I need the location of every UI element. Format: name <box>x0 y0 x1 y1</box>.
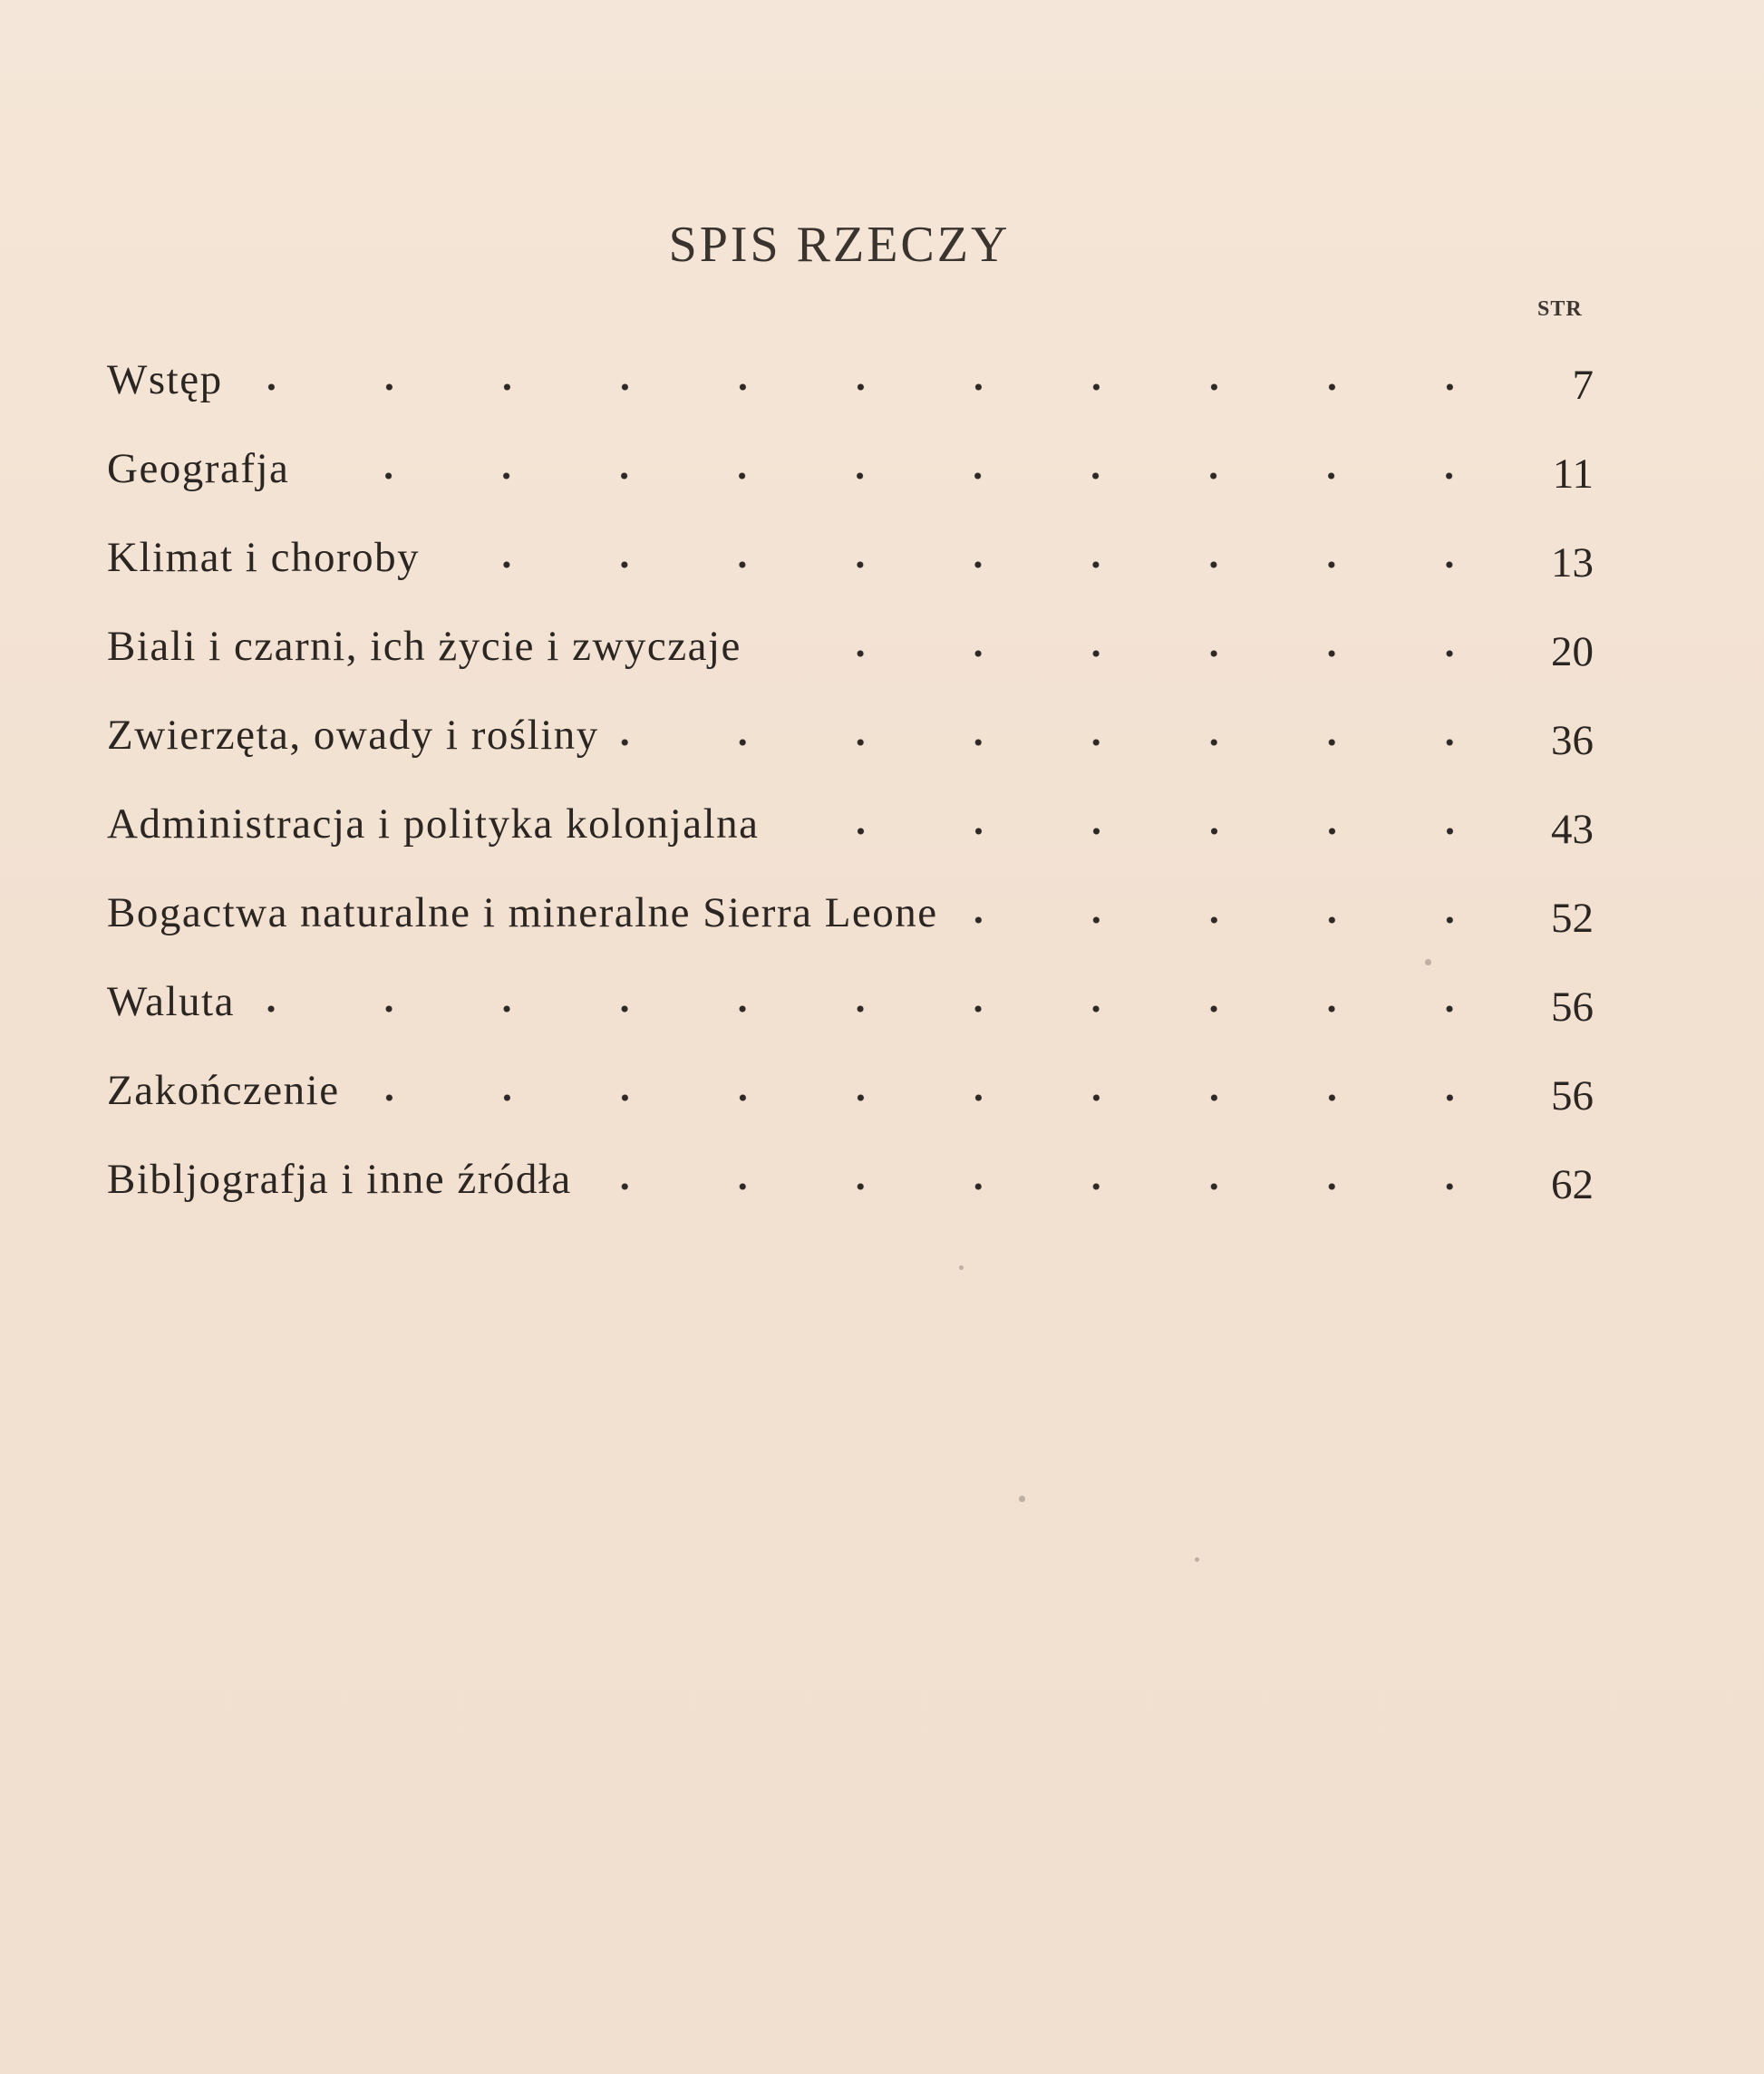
page-column-label: STR <box>1537 297 1583 321</box>
toc-entry <box>107 335 1594 424</box>
paper-speck <box>1425 959 1431 965</box>
dot-leader <box>949 911 1508 929</box>
dot-leader <box>752 644 1508 663</box>
toc-entry-title: Zakończenie <box>107 1067 340 1114</box>
toc-entry-page: 11 <box>1552 451 1594 498</box>
toc-entry <box>107 1135 1594 1224</box>
toc-entry <box>107 602 1594 691</box>
toc-entry-title: Biali i czarni, ich życie i zwyczaje <box>107 623 741 670</box>
toc-entry <box>107 513 1594 602</box>
toc-entry-page: 52 <box>1551 895 1594 942</box>
toc-entry-title: Zwierzęta, owady i rośliny <box>107 712 599 759</box>
toc-entry-page: 36 <box>1551 717 1594 764</box>
toc-entry-title: Bibljografja i inne źródła <box>107 1156 572 1203</box>
page-title: SPIS RZECZY <box>668 217 1011 273</box>
toc-entry-page: 56 <box>1551 1072 1594 1119</box>
table-of-contents <box>107 335 1594 1224</box>
toc-entry-page: 62 <box>1551 1161 1594 1208</box>
paper-speck <box>1019 1496 1025 1502</box>
dot-leader <box>431 556 1508 574</box>
toc-entry-page: 7 <box>1572 362 1594 409</box>
toc-entry-title: Bogactwa naturalne i mineralne Sierra Leone <box>107 889 938 936</box>
toc-entry <box>107 691 1594 780</box>
toc-entry <box>107 1046 1594 1135</box>
toc-entry-page: 56 <box>1551 984 1594 1031</box>
toc-entry-page: 13 <box>1551 539 1594 586</box>
toc-entry <box>107 868 1594 957</box>
toc-entry <box>107 424 1594 513</box>
toc-entry-title: Waluta <box>107 978 235 1025</box>
dot-leader <box>234 378 1508 396</box>
dot-leader <box>351 1089 1508 1107</box>
dot-leader <box>583 1178 1508 1196</box>
toc-entry <box>107 957 1594 1046</box>
toc-entry-page: 43 <box>1551 806 1594 853</box>
toc-entry <box>107 780 1594 868</box>
dot-leader <box>246 1000 1508 1018</box>
toc-entry-page: 20 <box>1551 628 1594 675</box>
toc-entry-title: Administracja i polityka kolonjalna <box>107 800 760 848</box>
dot-leader <box>300 467 1508 485</box>
toc-entry-title: Klimat i choroby <box>107 534 421 581</box>
paper-speck <box>1195 1557 1199 1562</box>
dot-leader <box>610 733 1508 751</box>
toc-entry-title: Wstęp <box>107 356 223 403</box>
dot-leader <box>771 822 1509 840</box>
paper-speck <box>959 1265 964 1270</box>
toc-entry-title: Geografja <box>107 445 290 492</box>
